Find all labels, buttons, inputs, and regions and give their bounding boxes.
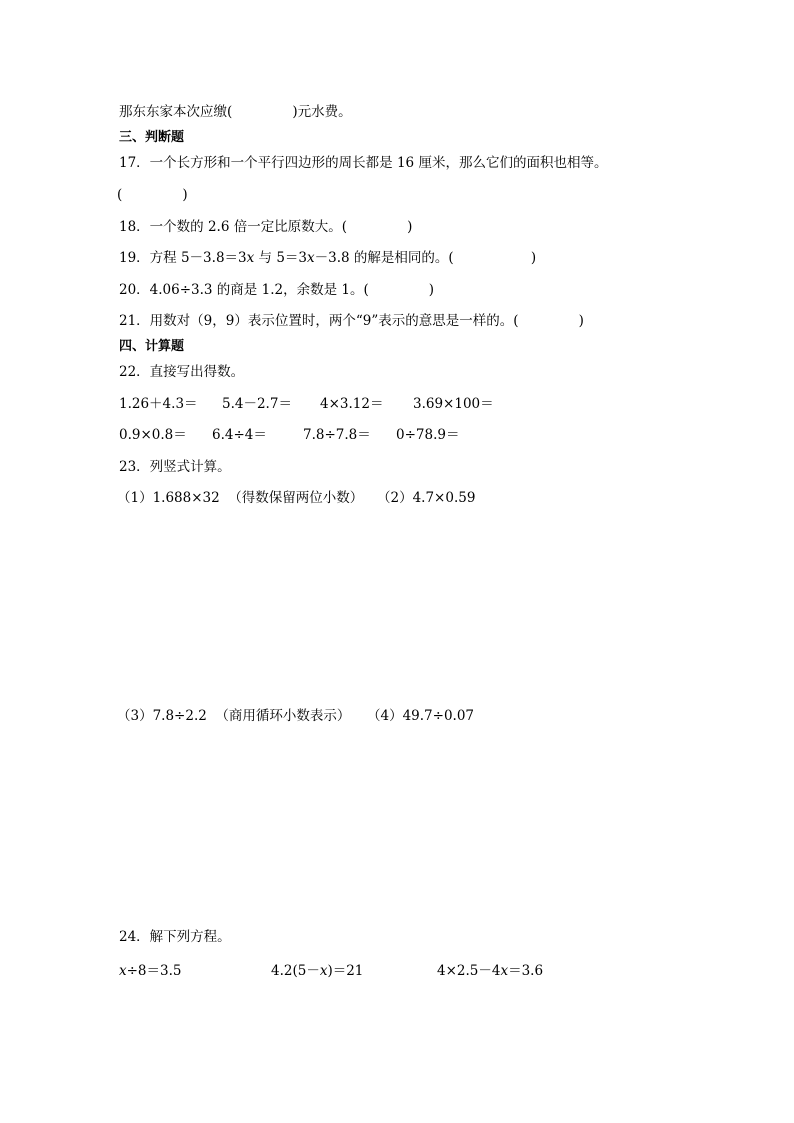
question-21-text: 21．用数对（9，9）表示位置时，两个“9”表示的意思是一样的。( ) (119, 313, 584, 329)
question-19-text (119, 249, 536, 267)
equation-variable-x: x (319, 963, 328, 979)
q22-item-2-4: 0÷78.9＝ (396, 427, 460, 443)
q24-equation-3 (437, 962, 543, 980)
equation-variable-x: x (500, 963, 509, 979)
question-24-title: 24．解下列方程。 (119, 929, 231, 945)
question-18-text: 18．一个数的 2.6 倍一定比原数大。( ) (119, 219, 413, 235)
q19-part-b: 与 5＝3 (254, 250, 308, 266)
q22-item-1-1: 1.26＋4.3＝ (119, 396, 198, 412)
q23-part-4: （4）49.7÷0.07 (367, 708, 475, 724)
equation-variable-x: x (119, 963, 127, 979)
question-23-title: 23．列竖式计算。 (119, 459, 231, 475)
q22-item-1-3: 4×3.12＝ (320, 396, 384, 412)
equation-3-part-a: 4×2.5－4 (437, 963, 501, 979)
q24-equation-1 (119, 962, 182, 980)
question-17-answer-blank[interactable]: ( ) (117, 187, 188, 203)
equation-2-part-a: 4.2(5－ (271, 963, 320, 979)
q23-part-1: （1）1.688×32 （得数保留两位小数） (117, 490, 364, 506)
question-22-title: 22．直接写出得数。 (119, 364, 245, 380)
q23-part-3: （3）7.8÷2.2 （商用循环小数表示） (117, 708, 351, 724)
water-fee-question-line: 那东东家本次应缴( )元水费。 (119, 104, 352, 120)
section-title-judgment: 三、判断题 (119, 130, 185, 145)
section-title-calculation: 四、计算题 (119, 339, 185, 354)
q19-variable-x: x (307, 250, 315, 266)
q22-item-2-3: 7.8÷7.8＝ (303, 427, 371, 443)
question-20-text: 20．4.06÷3.3 的商是 1.2，余数是 1。( ) (119, 282, 435, 298)
equation-2-part-b: )＝21 (327, 963, 364, 979)
q23-part-2: （2）4.7×0.59 (377, 490, 476, 506)
equation-1-rest: ÷8＝3.5 (126, 963, 182, 979)
q19-variable-x: x (246, 250, 255, 266)
q22-item-1-2: 5.4－2.7＝ (222, 396, 292, 412)
q22-item-2-2: 6.4÷4＝ (212, 427, 267, 443)
q22-item-2-1: 0.9×0.8＝ (119, 427, 187, 443)
equation-3-part-b: ＝3.6 (508, 963, 544, 979)
question-17-text: 17．一个长方形和一个平行四边形的周长都是 16 厘米，那么它们的面积也相等。 (119, 155, 608, 171)
q19-part-c: －3.8 的解是相同的。( ) (314, 250, 537, 266)
q24-equation-2 (271, 962, 363, 980)
q19-part-a: 19．方程 5－3.8＝3 (119, 250, 247, 266)
q22-item-1-4: 3.69×100＝ (413, 396, 494, 412)
